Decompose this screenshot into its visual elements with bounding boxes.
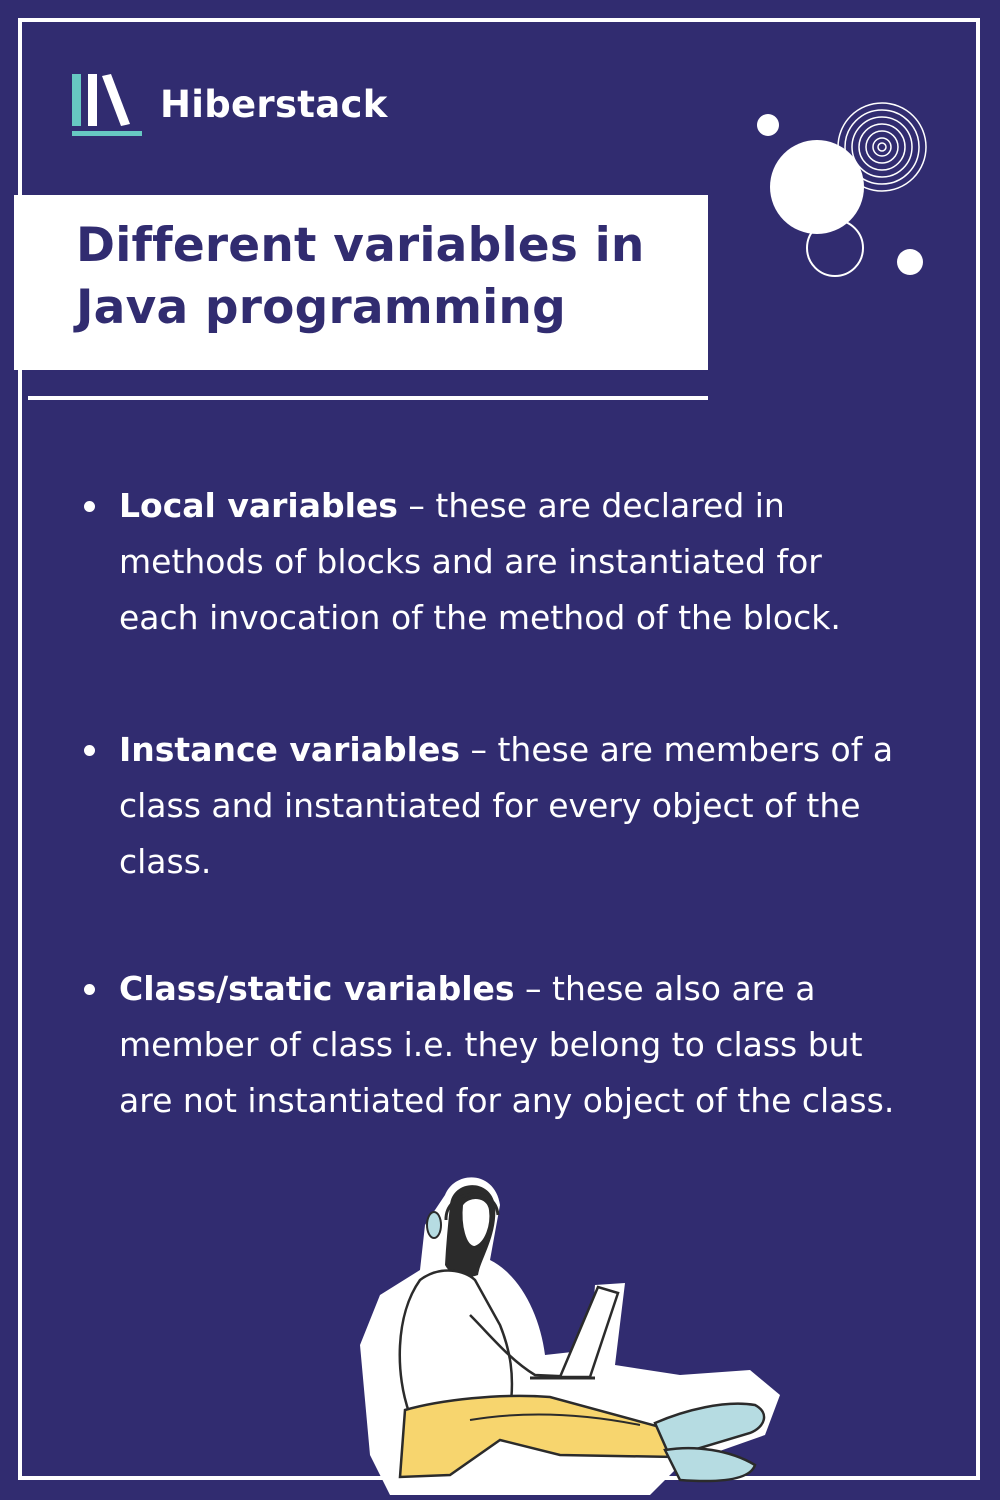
brand-name: Hiberstack	[160, 83, 388, 126]
circles-decoration	[740, 95, 940, 295]
bullet-dot	[84, 745, 95, 756]
bullet-text	[119, 722, 899, 890]
bullet-dot	[84, 501, 95, 512]
bullet-term: Local variables	[119, 486, 398, 525]
bullet-description: – these also are a member of class i.e. they belong to class but are not instantiated for any object of the class.	[119, 969, 895, 1120]
title-underline	[28, 396, 708, 400]
title-line-2: Java programming	[76, 280, 566, 335]
bullet-text	[119, 478, 899, 646]
bullet-description: – these are declared in methods of blocks and are instantiated for each invocation of the method of the block.	[119, 486, 841, 637]
books-logo-icon	[72, 70, 142, 140]
bullet-term: Class/static variables	[119, 969, 515, 1008]
bullet-dot	[84, 984, 95, 995]
bullet-text	[119, 961, 899, 1129]
bullet-description: – these are members of a class and instantiated for every object of the class.	[119, 730, 894, 881]
title-line-1: Different variables in	[76, 218, 645, 273]
page-title	[76, 215, 645, 339]
bullet-term: Instance variables	[119, 730, 460, 769]
title-panel	[14, 195, 708, 370]
person-with-laptop-illustration	[350, 1165, 790, 1500]
